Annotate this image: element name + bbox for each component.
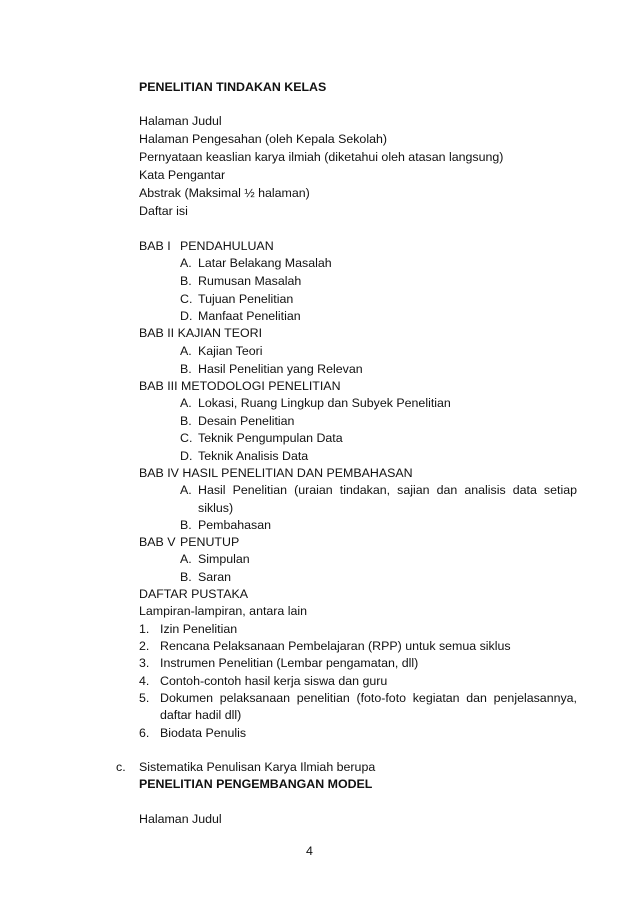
list-item-line: siklus) — [198, 501, 234, 515]
list-letter: B. — [180, 570, 192, 584]
list-item: Simpulan — [198, 552, 250, 566]
list-item: Rumusan Masalah — [198, 274, 302, 288]
front-matter-item: Halaman Judul — [139, 812, 222, 826]
bab2-heading: BAB II KAJIAN TEORI — [139, 326, 263, 340]
list-item-line: daftar hadil dll) — [160, 708, 242, 722]
list-item: Pembahasan — [198, 518, 272, 532]
list-item: Teknik Pengumpulan Data — [198, 431, 343, 445]
list-letter: A. — [180, 256, 192, 270]
list-number: 6. — [139, 726, 150, 740]
front-matter-item: Halaman Judul — [139, 114, 222, 128]
bab1-title: PENDAHULUAN — [180, 239, 274, 253]
list-item: Contoh-contoh hasil kerja siswa dan guru — [160, 674, 388, 688]
list-letter: B. — [180, 362, 192, 376]
front-matter-item: Kata Pengantar — [139, 168, 226, 182]
list-letter: A. — [180, 344, 192, 358]
bab1-number: BAB I — [139, 239, 171, 253]
front-matter-item: Abstrak (Maksimal ½ halaman) — [139, 186, 310, 200]
bab5-number: BAB V — [139, 535, 176, 549]
list-item: Kajian Teori — [198, 344, 263, 358]
list-letter: D. — [180, 309, 193, 323]
page-number: 4 — [306, 844, 313, 858]
list-number: 1. — [139, 622, 150, 636]
list-letter: C. — [180, 431, 193, 445]
bab3-heading: BAB III METODOLOGI PENELITIAN — [139, 379, 341, 393]
bab4-heading: BAB IV HASIL PENELITIAN DAN PEMBAHASAN — [139, 466, 413, 480]
list-letter: B. — [180, 274, 192, 288]
list-number: 2. — [139, 639, 150, 653]
list-item: Izin Penelitian — [160, 622, 238, 636]
list-item-line: Hasil Penelitian (uraian tindakan, sajian dan analisis data setiap — [198, 483, 577, 497]
list-item: Biodata Penulis — [160, 726, 247, 740]
list-number: 4. — [139, 674, 150, 688]
list-item: Tujuan Penelitian — [198, 292, 294, 306]
list-item: Lokasi, Ruang Lingkup dan Subyek Penelitian — [198, 396, 451, 410]
list-number: 5. — [139, 691, 150, 705]
list-item: Saran — [198, 570, 232, 584]
list-item: Desain Penelitian — [198, 414, 295, 428]
section-label: c. — [116, 760, 126, 774]
section-title: PENELITIAN TINDAKAN KELAS — [139, 80, 327, 94]
list-item: Hasil Penelitian yang Relevan — [198, 362, 363, 376]
list-number: 3. — [139, 656, 150, 670]
section-intro: Sistematika Penulisan Karya Ilmiah berupa — [139, 760, 376, 774]
section-c-title: PENELITIAN PENGEMBANGAN MODEL — [139, 777, 373, 791]
front-matter-item: Daftar isi — [139, 204, 188, 218]
list-item-line: Dokumen pelaksanaan penelitian (foto-foto kegiatan dan penjelasannya, — [160, 691, 577, 705]
list-item: Latar Belakang Masalah — [198, 256, 332, 270]
list-letter: B. — [180, 414, 192, 428]
lampiran-heading: Lampiran-lampiran, antara lain — [139, 604, 308, 618]
list-letter: B. — [180, 518, 192, 532]
daftar-pustaka: DAFTAR PUSTAKA — [139, 587, 249, 601]
list-item: Manfaat Penelitian — [198, 309, 301, 323]
list-letter: C. — [180, 292, 193, 306]
list-letter: A. — [180, 396, 192, 410]
front-matter-item: Pernyataan keaslian karya ilmiah (diketahui oleh atasan langsung) — [139, 150, 504, 164]
list-letter: A. — [180, 483, 192, 497]
bab5-title: PENUTUP — [180, 535, 240, 549]
list-item: Instrumen Penelitian (Lembar pengamatan, dll) — [160, 656, 419, 670]
list-letter: D. — [180, 449, 193, 463]
list-item: Rencana Pelaksanaan Pembelajaran (RPP) untuk semua siklus — [160, 639, 511, 653]
list-item: Teknik Analisis Data — [198, 449, 309, 463]
list-letter: A. — [180, 552, 192, 566]
front-matter-item: Halaman Pengesahan (oleh Kepala Sekolah) — [139, 132, 387, 146]
